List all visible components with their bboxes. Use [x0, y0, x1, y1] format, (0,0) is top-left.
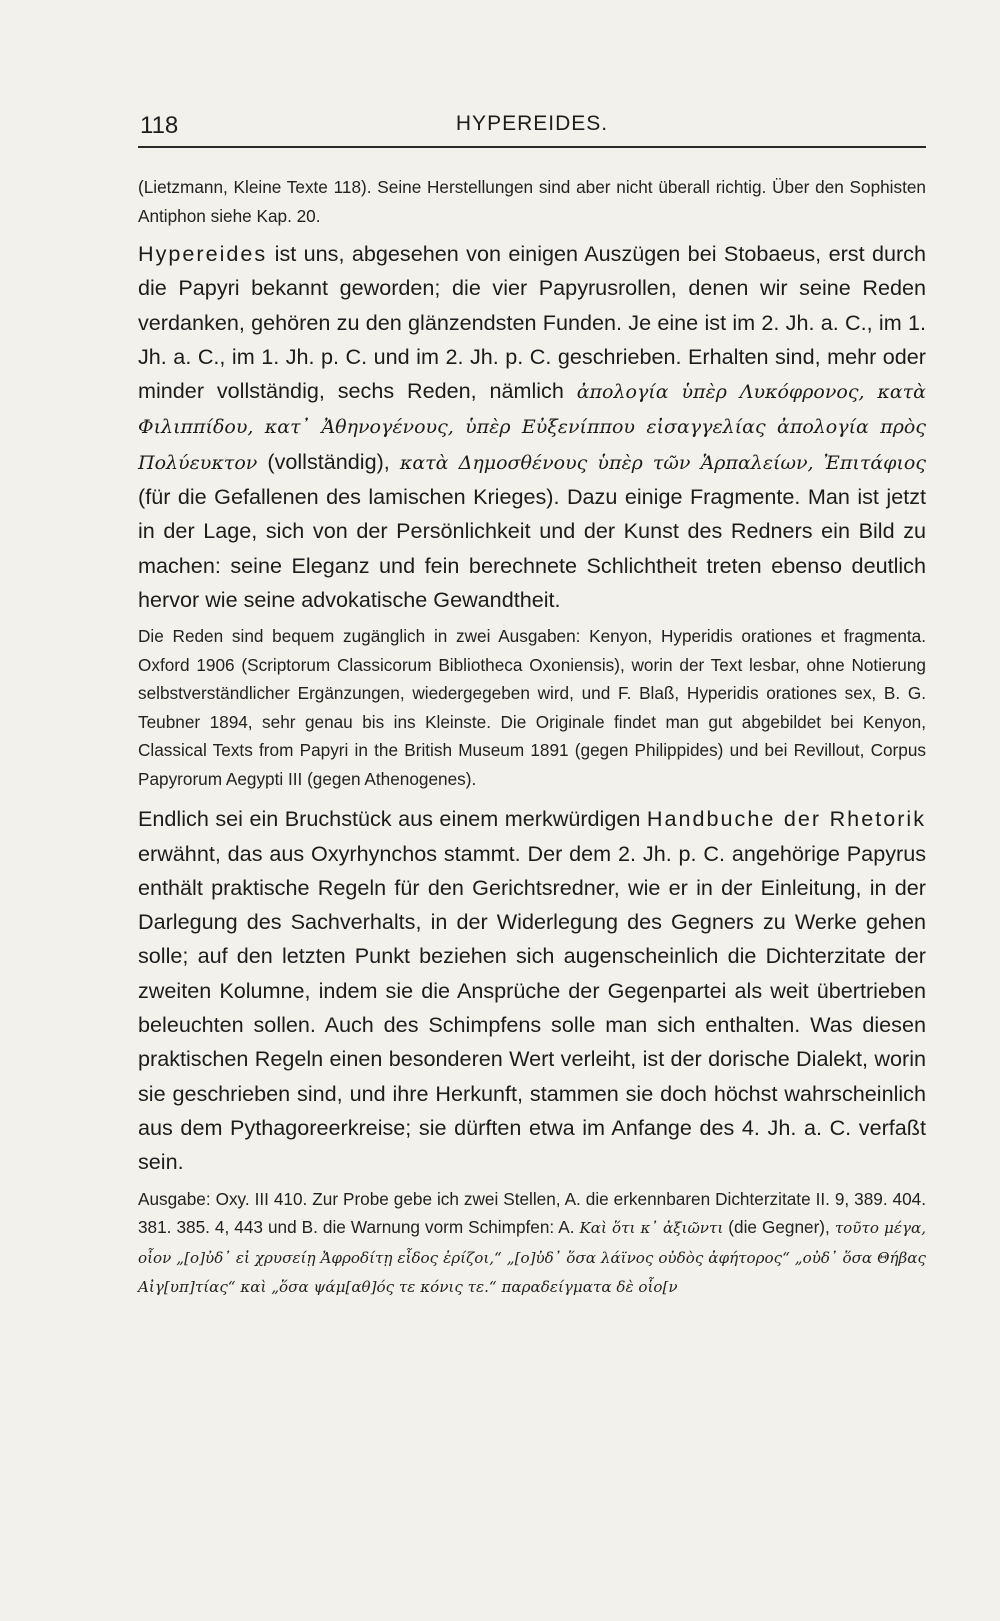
- greek-speech-titles: κατὰ Δημοσθένους ὑπὲρ τῶν Ἁρπαλείων, Ἐπιτάφιος: [399, 451, 926, 474]
- greek-quotation: Καὶ ὅτι κ᾽ ἀξιῶντι: [579, 1219, 724, 1238]
- spaced-term-handbuch: Handbuche der Rhetorik: [646, 806, 926, 832]
- page-header: [138, 112, 926, 142]
- note-ausgabe: [138, 1185, 926, 1302]
- paragraph-rhetorik: [138, 802, 926, 1179]
- greek-speech-titles: ἀπολογία ὑπὲρ Λυκόφρονος, κατὰ Φιλιππίδου, κατ᾽ Ἀθηνογένους, ὑπὲρ Εὐξενίππου εἰσαγγελίας ἀπολογία πρὸς Πολύευκτον: [138, 381, 927, 474]
- spaced-name-hypereides: Hypereides: [138, 241, 268, 266]
- paragraph-text: ist uns, abgesehen von einigen Auszügen bei Stobaeus, erst durch die Papyri bekannt geworden; die vier Papyrusrollen, denen wir seine Reden verdanken, gehören zu den glänzendsten Funden. Je eine ist im 2. Jh. a. C., im 1. Jh. a. C., im 1. Jh. p. C. und im 2. Jh. p. C. geschrieben. Erhalten sind, mehr oder minder vollständig, sechs Reden, nämlich: [138, 241, 926, 404]
- paragraph-hypereides: [138, 237, 926, 617]
- paragraph-text: Endlich sei ein Bruchstück aus einem merkwürdigen: [138, 806, 647, 832]
- paragraph-text: erwähnt, das aus Oxyrhynchos stammt. Der dem 2. Jh. p. C. angehörige Papyrus enthält praktische Regeln für den Gerichtsredner, wie er in der Einleitung, in der Darlegung des Sachverhalts, in der Widerlegung des Gegners zu Werke gehen solle; auf den letzten Punkt beziehen sich augenscheinlich die Dichterzitate der zweiten Kolumne, indem sie die Ansprüche der Gegenpartei als weit übertrieben beleuchten sollen. Auch des Schimpfens solle man sich enthalten. Was diesen praktischen Regeln einen besonderen Wert verleiht, ist der dorische Dialekt, worin sie geschrieben sind, und ihre Herkunft, stammen sie doch höchst wahrscheinlich aus dem Pythagoreerkreise; sie dürften etwa im Anfange des 4. Jh. a. C. verfaßt sein.: [138, 840, 926, 1175]
- header-rule: [138, 146, 926, 148]
- paragraph-text: (für die Gefallenen des lamischen Krieges). Dazu einige Fragmente. Man ist jetzt in der Lage, sich von der Persönlichkeit und der Kunst des Redners ein Bild zu machen: seine Eleganz und fein berechnete Schlichtheit treten ebenso deutlich hervor wie seine advokatische Gewandtheit.: [138, 484, 926, 612]
- note-text: (die Gegner),: [723, 1217, 835, 1238]
- note-text: Ausgabe: Oxy. III 410. Zur Probe gebe ich zwei Stellen, A. die erkennbaren Dichterzitate II. 9, 389. 404. 381. 385. 4, 443 und B. die Warnung vorm Schimpfen: A.: [138, 1188, 926, 1238]
- paragraph-text: (vollständig),: [257, 448, 400, 474]
- page-number: 118: [140, 112, 179, 139]
- footnote-lietzmann: (Lietzmann, Kleine Texte 118). Seine Herstellungen sind aber nicht überall richtig. Über den Sophisten Antiphon siehe Kap. 20.: [138, 177, 926, 226]
- note-editions: Die Reden sind bequem zugänglich in zwei Ausgaben: Kenyon, Hyperidis orationes et fragmenta. Oxford 1906 (Scriptorum Classicorum Bibliotheca Oxoniensis), worin der Text lesbar, ohne Notierung selbstverständlicher Ergänzungen, wiedergegeben wird, und F. Blaß, Hyperidis orationes sex, B. G. Teubner 1894, sehr genau bis ins Kleinste. Die Originale findet man gut abgebildet bei Kenyon, Classical Texts from Papyri in the British Museum 1891 (gegen Philippides) und bei Revillout, Corpus Papyrorum Aegypti III (gegen Athenogenes).: [138, 626, 926, 789]
- greek-quotation: τοῦτο μέγα, οἷον „[ο]ὐδ᾽ εἰ χρυσείῃ Ἀφροδίτῃ εἶδος ἐρίζοι,“ „[ο]ὐδ᾽ ὅσα λάϊνος οὐδὸς ἀφήτορος“ „οὐδ᾽ ὅσα Θήβας Αἰγ[υπ]τίας“ καὶ „ὅσα ψάμ[αθ]ός τε κόνις τε.“ παραδείγματα δὲ οἷο[ν: [138, 1219, 927, 1297]
- running-title: HYPEREIDES.: [455, 112, 609, 135]
- page-body: [138, 173, 926, 1302]
